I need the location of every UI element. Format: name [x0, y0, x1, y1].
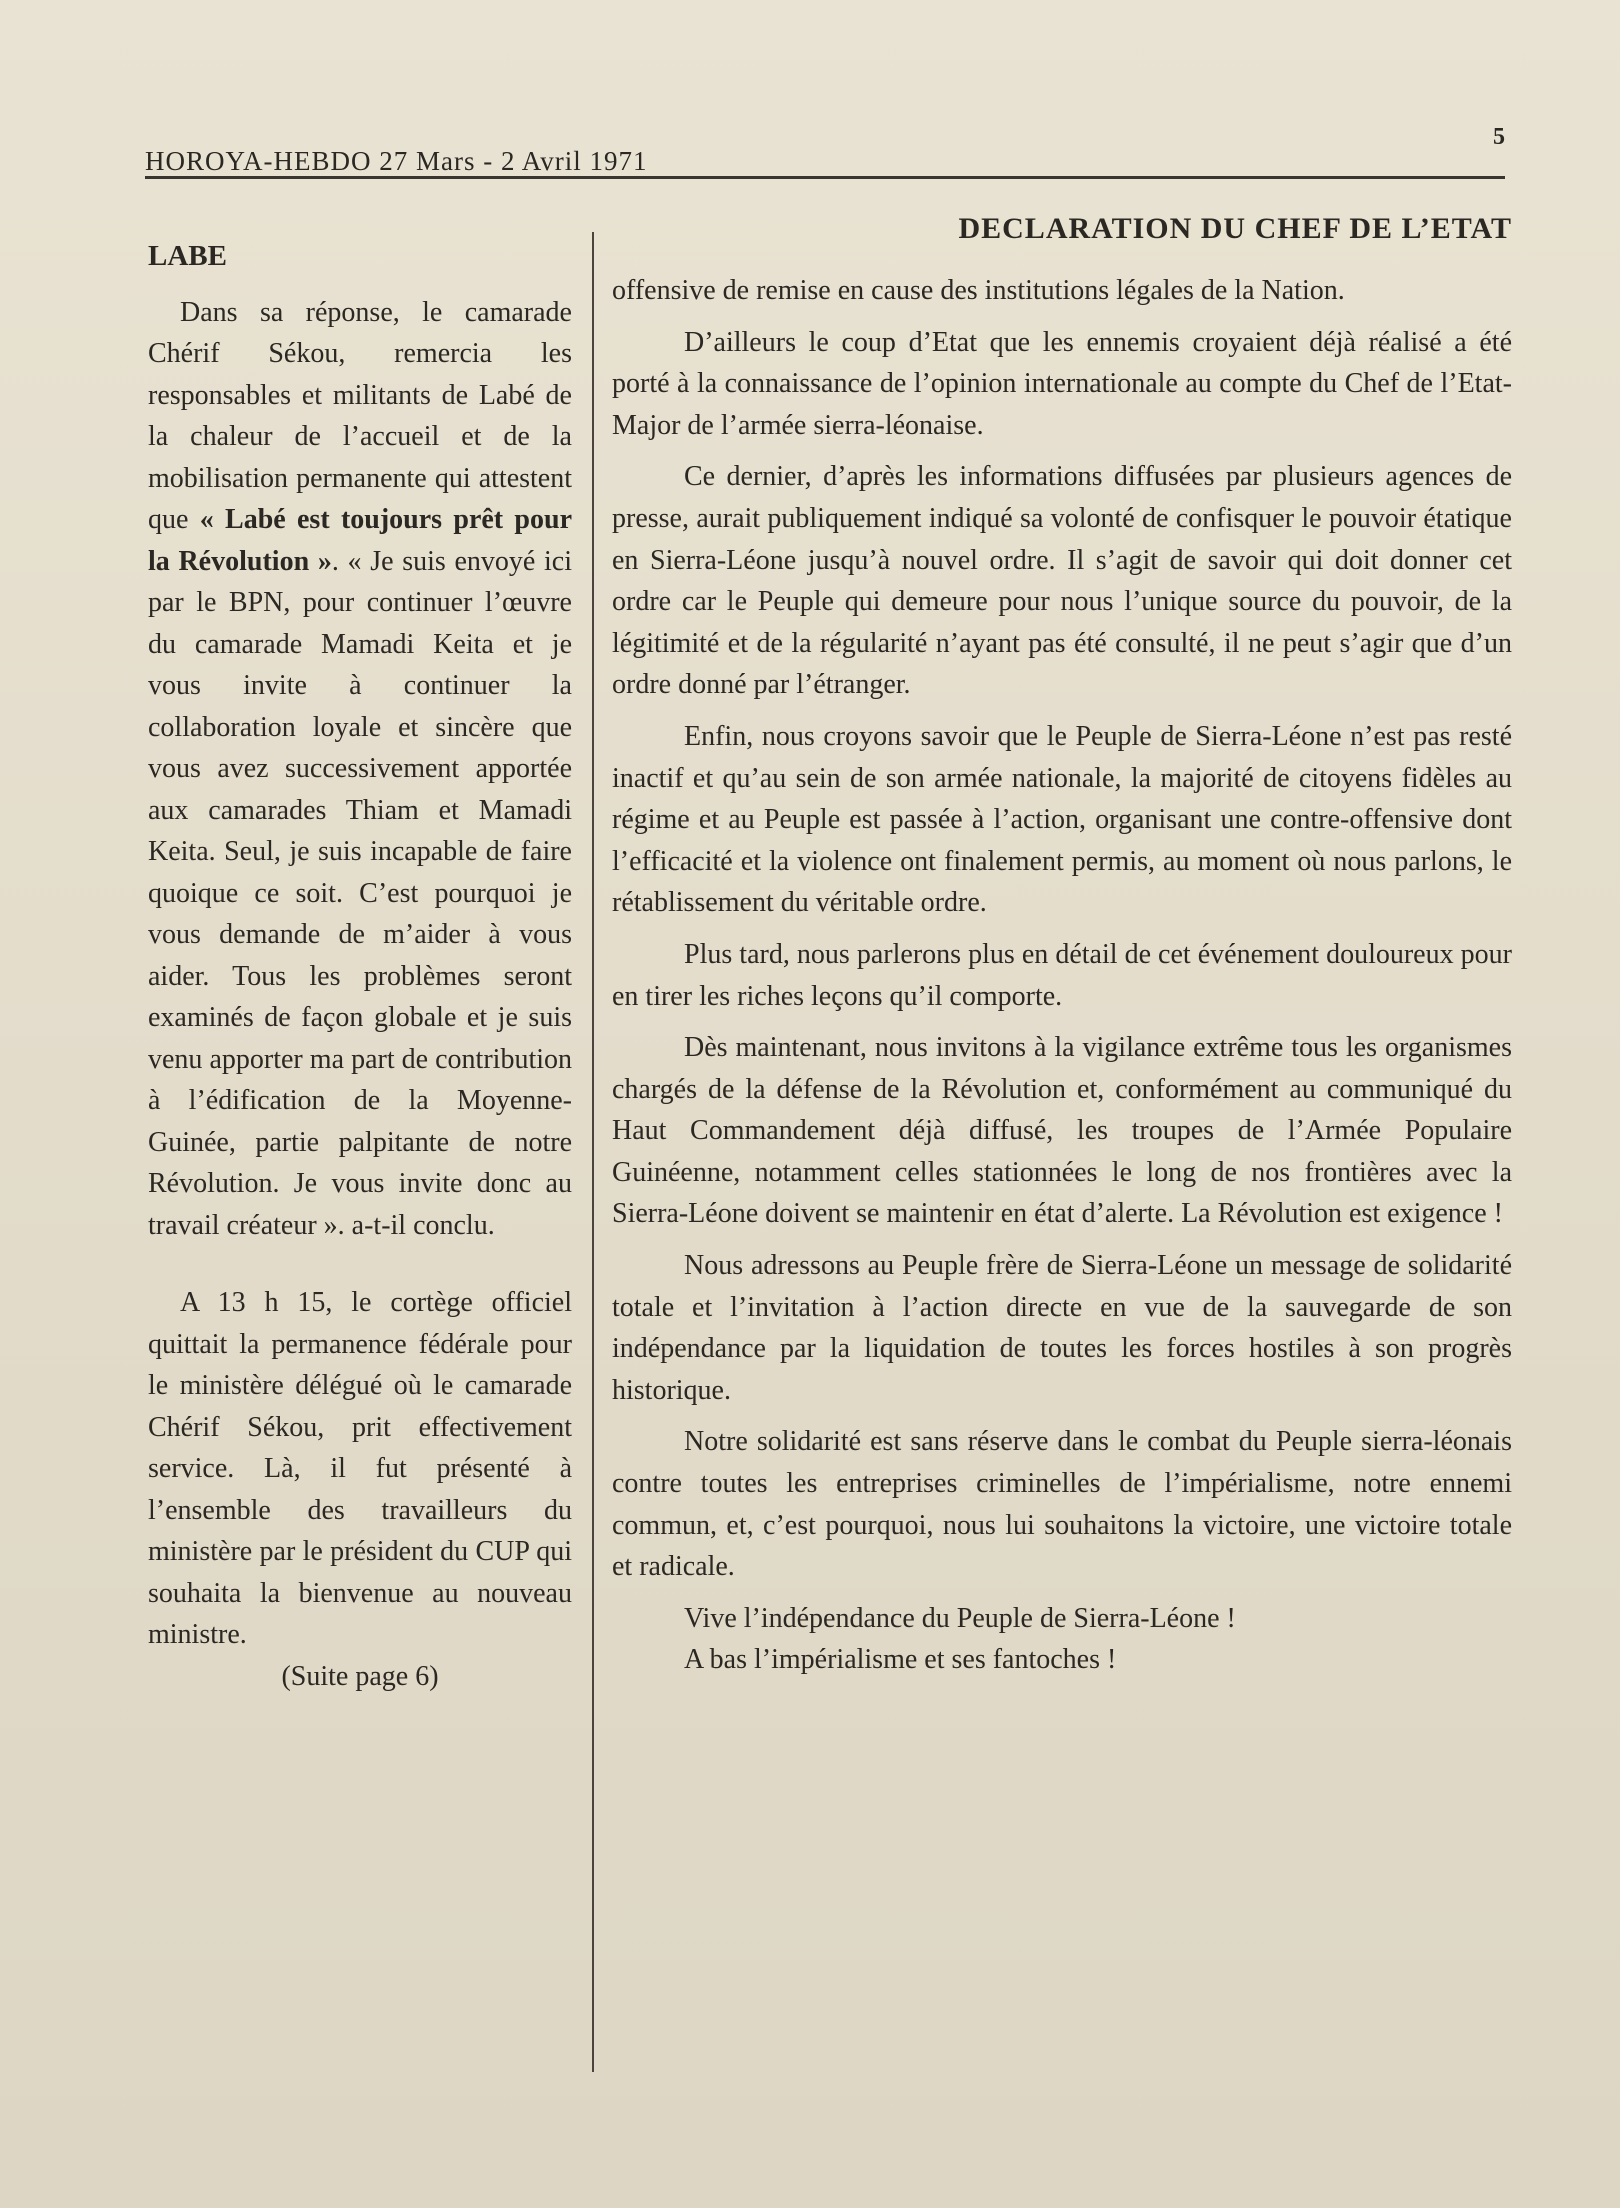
left-paragraph-1-quote: « Labé est toujours prêt pour la Révolution »	[148, 504, 572, 577]
right-column	[612, 270, 1512, 1681]
article-heading: DECLARATION DU CHEF DE L’ETAT	[958, 212, 1512, 245]
left-paragraph-1-text-a: Dans sa réponse, le camarade Chérif Sékou, remercia les responsables et militants de Labé de la chaleur de l’accueil et de la mobilisation permanente qui attestent que	[148, 296, 572, 535]
page-header	[145, 124, 1505, 180]
page-number: 5	[1493, 124, 1505, 150]
right-paragraph-1: offensive de remise en cause des institutions légales de la Nation.	[612, 275, 1345, 306]
right-paragraph-5: Plus tard, nous parlerons plus en détail de cet événement douloureux pour en tirer les riches leçons qu’il comporte.	[612, 938, 1512, 1012]
column-divider	[592, 232, 594, 2072]
left-paragraph-1	[148, 292, 572, 1247]
right-paragraph-7: Nous adressons au Peuple frère de Sierra-Léone un message de solidarité totale et l’invitation à l’action directe en vue de la sauvegarde de son indépendance par la liquidation de toutes les forces hostiles à son progrès historique.	[612, 1250, 1512, 1406]
right-paragraph-2: D’ailleurs le coup d’Etat que les ennemis croyaient déjà réalisé a été porté à la connaissance de l’opinion internationale au compte du Chef de l’Etat-Major de l’armée sierra-léonaise.	[612, 326, 1512, 441]
left-column	[148, 236, 572, 1697]
publication-title: HOROYA-HEBDO 27 Mars - 2 Avril 1971	[145, 146, 648, 176]
right-paragraph-4: Enfin, nous croyons savoir que le Peuple de Sierra-Léone n’est pas resté inactif et qu’au sein de son armée nationale, la majorité de citoyens fidèles au régime et au Peuple est passée à l’action, organisant une contre-offensive dont l’efficacité et la violence ont finalement permis, au moment où nous parlons, le rétablissement du véritable ordre.	[612, 720, 1512, 919]
right-paragraph-6: Dès maintenant, nous invitons à la vigilance extrême tous les organismes chargés de la défense de la Révolution et, conformément au communiqué du Haut Commandement déjà diffusé, les troupes de l’Armée Populaire Guinéenne, notamment celles stationnées le long de nos frontières avec la Sierra-Léone doivent se maintenir en état d’alerte. La Révolution est exigence !	[612, 1032, 1512, 1230]
left-paragraph-1-text-b: . « Je suis envoyé ici par le BPN, pour continuer l’œuvre du camarade Mamadi Keita et je vous invite à continuer la collaboration loyale et sincère que vous avez successivement apportée aux camarades Thiam et Mamadi Keita. Seul, je suis incapable de faire quoique ce soit. C’est pourquoi je vous demande de m’aider à vous aider. Tous les problèmes seront examinés de façon globale et je suis venu apporter ma part de contribution à l’édification de la Moyenne-Guinée, partie palpitante de notre Révolution. Je vous invite donc au travail créateur ». a-t-il conclu.	[148, 545, 572, 1241]
continued-note: (Suite page 6)	[281, 1660, 439, 1692]
left-column-heading: LABE	[148, 240, 227, 272]
slogan-1: Vive l’indépendance du Peuple de Sierra-Léone !	[684, 1602, 1236, 1634]
left-paragraph-2: A 13 h 15, le cortège officiel quittait la permanence fédérale pour le ministère délégué où le camarade Chérif Sékou, prit effectivement service. Là, il fut présenté à l’ensemble des travailleurs du ministère par le président du CUP qui souhaita la bienvenue au nouveau ministre.	[148, 1287, 572, 1650]
header-rule	[145, 176, 1505, 179]
right-paragraph-3: Ce dernier, d’après les informations diffusées par plusieurs agences de presse, aurait publiquement indiqué sa volonté de confisquer le pouvoir étatique en Sierra-Léone jusqu’à nouvel ordre. Il s’agit de savoir qui doit donner cet ordre car le Peuple qui demeure pour nous l’unique source du pouvoir, de la légitimité et de la régularité n’ayant pas été consulté, il ne peut s’agir que d’un ordre donné par l’étranger.	[612, 461, 1512, 701]
right-paragraph-8: Notre solidarité est sans réserve dans le combat du Peuple sierra-léonais contre toutes les entreprises criminelles de l’impérialisme, notre ennemi commun, et, c’est pourquoi, nous lui souhaitons la victoire, une victoire totale et radicale.	[612, 1426, 1512, 1583]
slogan-2: A bas l’impérialisme et ses fantoches !	[684, 1644, 1117, 1676]
